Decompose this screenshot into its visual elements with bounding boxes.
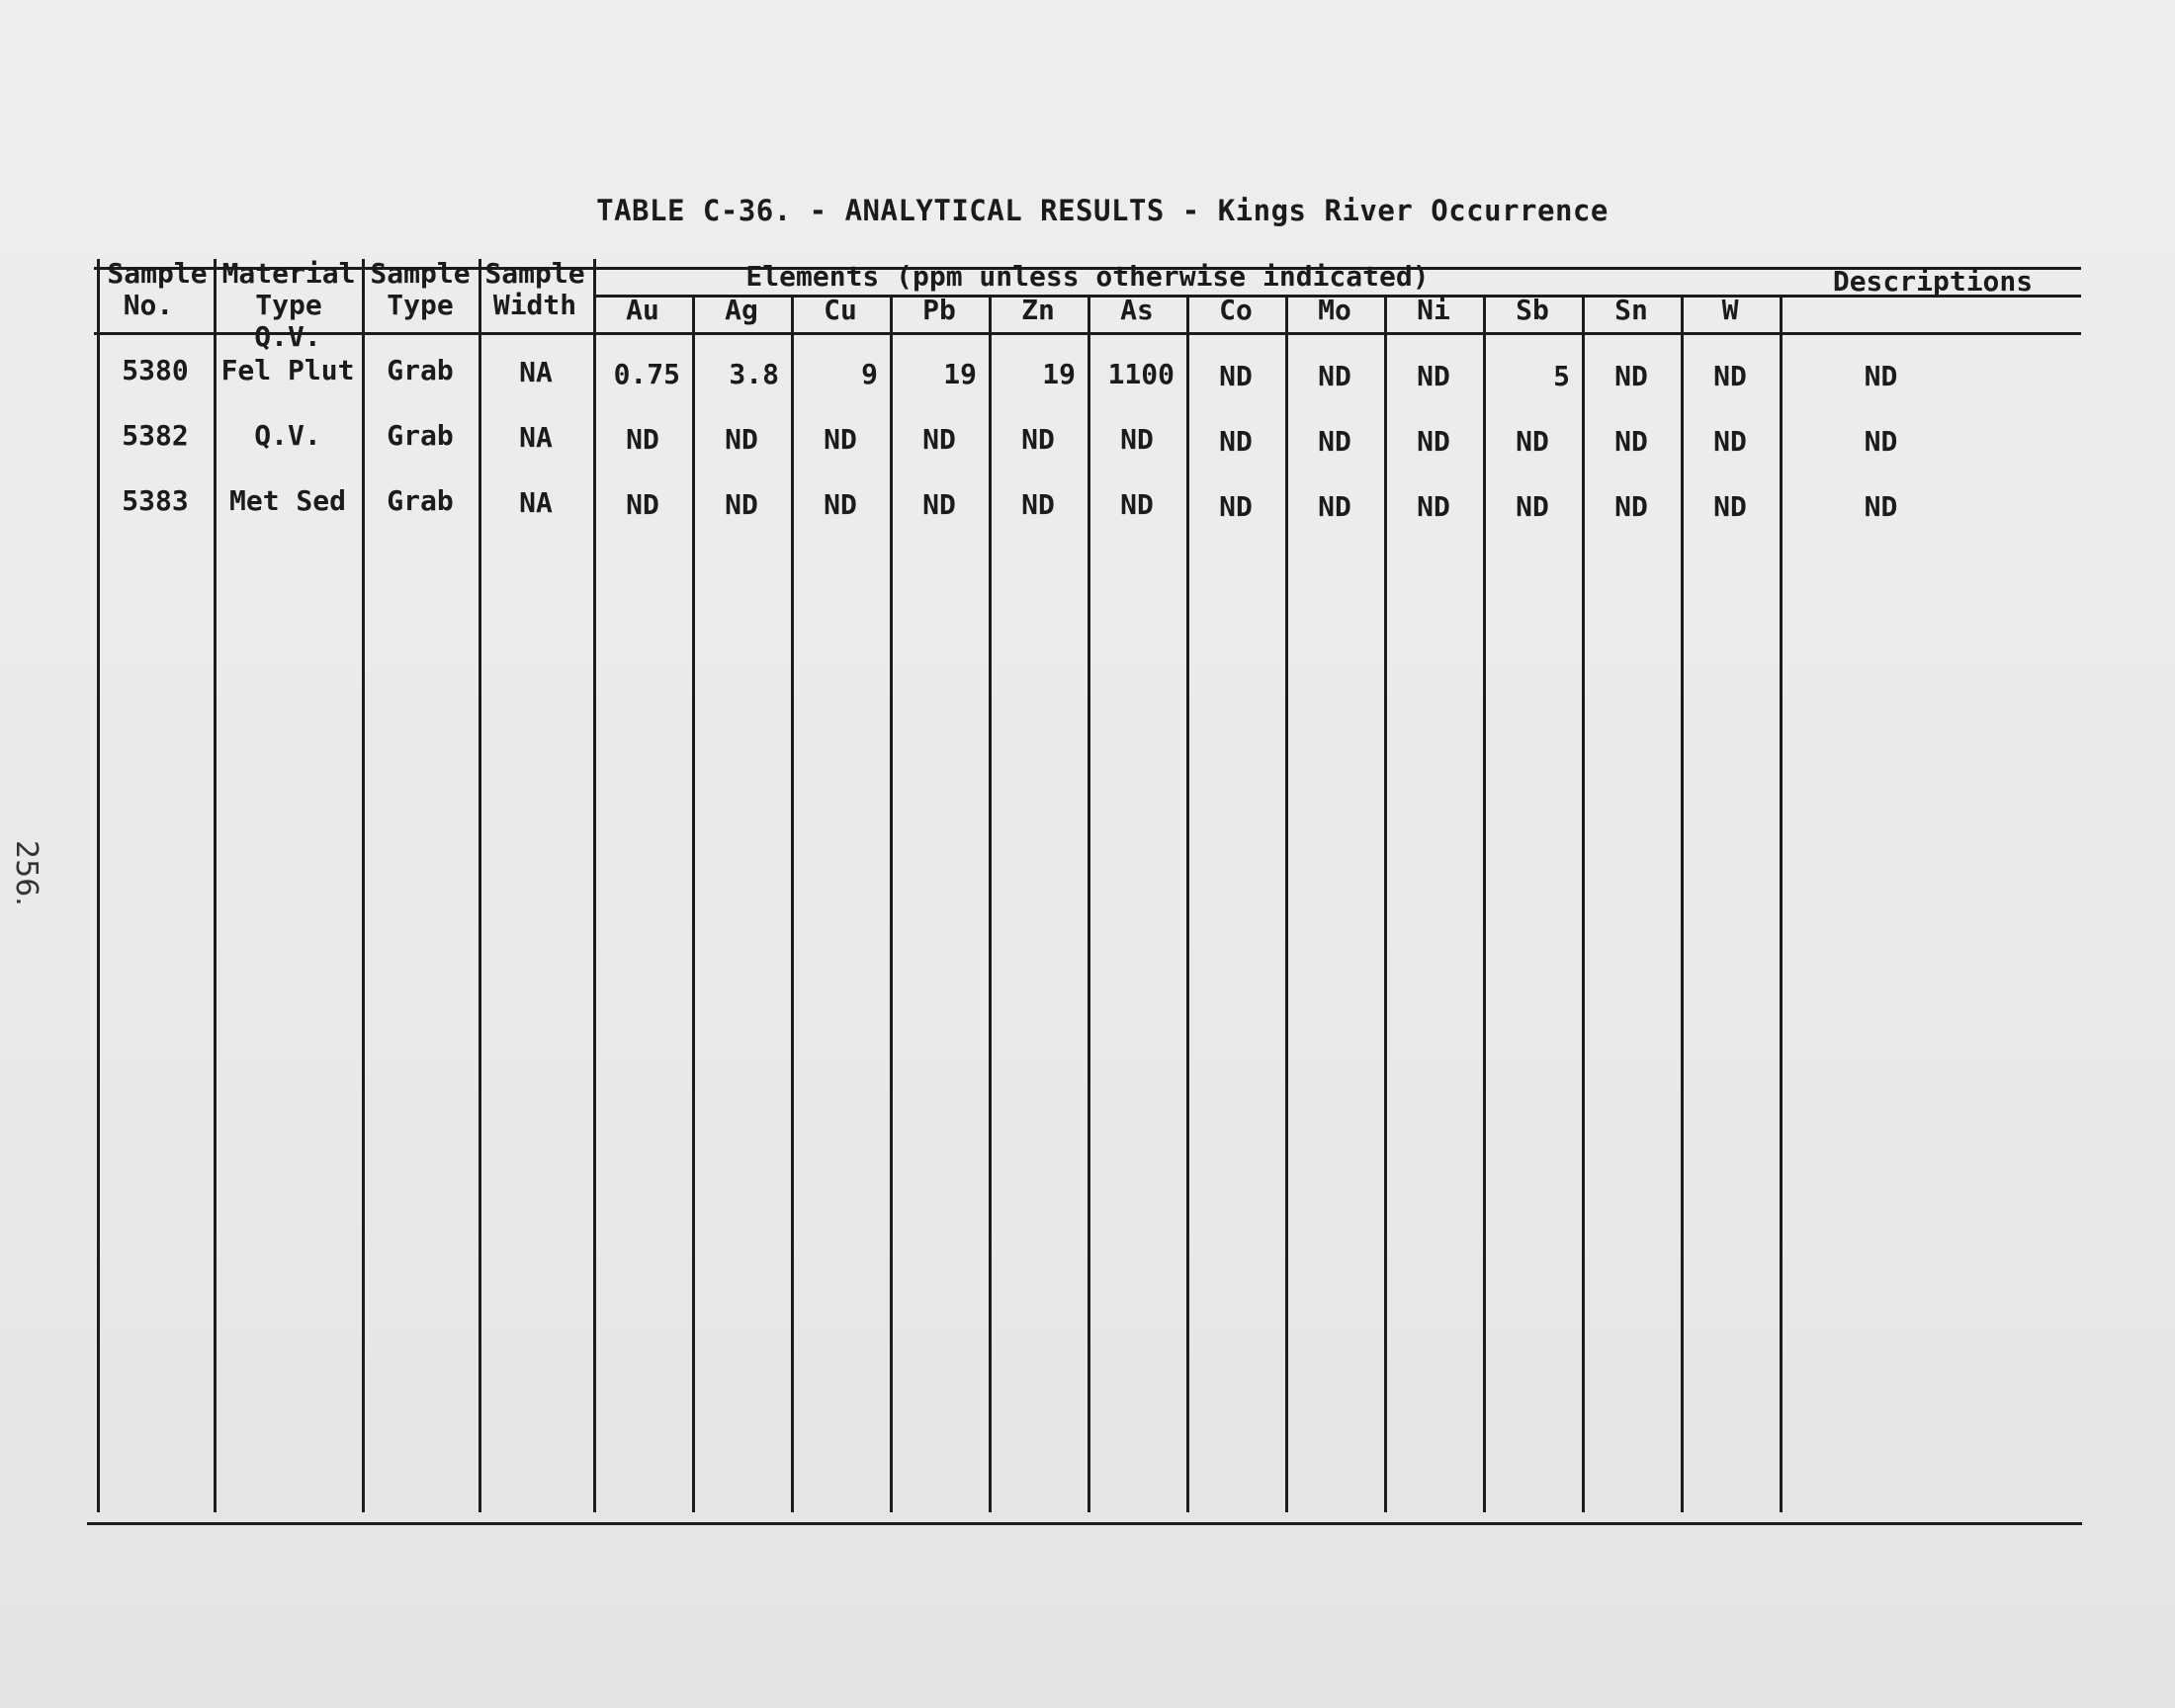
column-rule <box>692 297 695 1512</box>
cell-element-value: ND <box>1417 490 1450 523</box>
cell-material-type: Fel Plut <box>220 354 355 386</box>
cell-element-value: 3.8 <box>729 358 779 390</box>
column-rule <box>1186 297 1189 1512</box>
cell-element-value: ND <box>922 488 956 521</box>
header-element-mo: Mo <box>1318 294 1351 326</box>
cell-element-value: ND <box>1516 490 1549 523</box>
cell-sample-type: Grab <box>387 484 454 517</box>
header-element-sb: Sb <box>1516 294 1549 326</box>
cell-element-value: ND <box>725 423 758 456</box>
header-element-w: W <box>1721 294 1739 326</box>
column-rule <box>890 297 893 1512</box>
cell-element-value: ND <box>1318 490 1351 523</box>
table-bottom-rule <box>87 1522 2082 1525</box>
column-rule <box>1681 297 1684 1512</box>
column-rule <box>1285 297 1288 1512</box>
table-title: TABLE C-36. - ANALYTICAL RESULTS - Kings River Occurrence <box>596 194 1609 227</box>
header-element-zn: Zn <box>1021 294 1055 326</box>
cell-element-value: 1100 <box>1107 358 1174 390</box>
cell-element-value: ND <box>1713 490 1747 523</box>
cell-element-value: 19 <box>1042 358 1076 390</box>
cell-element-value: ND <box>1219 425 1253 458</box>
cell-sample-width: NA <box>519 356 553 388</box>
header-sample-width-line2: Width <box>492 289 577 321</box>
cell-element-value: ND <box>1318 360 1351 392</box>
column-rule <box>1582 297 1585 1512</box>
column-rule <box>1088 297 1090 1512</box>
cell-material-type: Q.V. <box>254 419 321 452</box>
column-rule <box>1384 297 1387 1512</box>
cell-element-value: ND <box>1516 425 1549 458</box>
header-sample-no-line1: Sample <box>107 257 208 290</box>
column-rule <box>791 297 794 1512</box>
cell-material-type-top: Q.V. <box>254 320 321 353</box>
column-rule <box>1483 297 1486 1512</box>
header-sample-no-line2: No. <box>123 289 174 321</box>
cell-element-value: ND <box>824 488 857 521</box>
cell-element-value: ND <box>626 423 659 456</box>
header-element-co: Co <box>1219 294 1253 326</box>
cell-element-value: ND <box>725 488 758 521</box>
cell-element-value: ND <box>1614 425 1648 458</box>
header-sample-type-line2: Type <box>387 289 454 321</box>
cell-element-value: ND <box>922 423 956 456</box>
header-element-sn: Sn <box>1614 294 1648 326</box>
cell-element-value: ND <box>1614 360 1648 392</box>
header-element-pb: Pb <box>922 294 956 326</box>
cell-sample-width: NA <box>519 486 553 519</box>
header-elements-group: Elements (ppm unless otherwise indicated) <box>745 260 1430 293</box>
header-element-ni: Ni <box>1417 294 1450 326</box>
cell-element-value: 5 <box>1553 360 1570 392</box>
header-sample-width-line1: Sample <box>484 257 585 290</box>
cell-element-value: ND <box>824 423 857 456</box>
cell-element-value: ND <box>1417 425 1450 458</box>
cell-sample-width: NA <box>519 421 553 454</box>
cell-sample-no: 5383 <box>122 484 189 517</box>
cell-sample-type: Grab <box>387 419 454 452</box>
cell-element-value: ND <box>1318 425 1351 458</box>
header-element-as: As <box>1120 294 1154 326</box>
column-rule <box>1780 297 1783 1512</box>
cell-description: ND <box>1864 425 1898 458</box>
header-material-type-line1: Material <box>221 257 356 290</box>
cell-element-value: ND <box>1120 488 1154 521</box>
cell-sample-type: Grab <box>387 354 454 386</box>
page-number-note: 256. <box>9 840 44 906</box>
cell-description: ND <box>1864 360 1898 392</box>
cell-element-value: ND <box>1021 488 1055 521</box>
cell-sample-no: 5382 <box>122 419 189 452</box>
cell-element-value: ND <box>1219 490 1253 523</box>
cell-element-value: 9 <box>861 358 878 390</box>
header-element-ag: Ag <box>725 294 758 326</box>
cell-element-value: ND <box>1614 490 1648 523</box>
header-descriptions: Descriptions <box>1832 265 2034 298</box>
cell-description: ND <box>1864 490 1898 523</box>
header-sample-type-line1: Sample <box>370 257 471 290</box>
cell-sample-no: 5380 <box>122 354 189 386</box>
cell-element-value: ND <box>626 488 659 521</box>
cell-element-value: ND <box>1713 425 1747 458</box>
cell-element-value: 19 <box>943 358 977 390</box>
header-material-type-line2: Type <box>255 289 322 321</box>
cell-element-value: ND <box>1219 360 1253 392</box>
cell-material-type: Met Sed <box>228 484 346 517</box>
header-element-cu: Cu <box>824 294 857 326</box>
header-element-au: Au <box>626 294 659 326</box>
cell-element-value: ND <box>1021 423 1055 456</box>
cell-element-value: ND <box>1417 360 1450 392</box>
cell-element-value: 0.75 <box>613 358 680 390</box>
cell-element-value: ND <box>1713 360 1747 392</box>
column-rule <box>989 297 992 1512</box>
cell-element-value: ND <box>1120 423 1154 456</box>
